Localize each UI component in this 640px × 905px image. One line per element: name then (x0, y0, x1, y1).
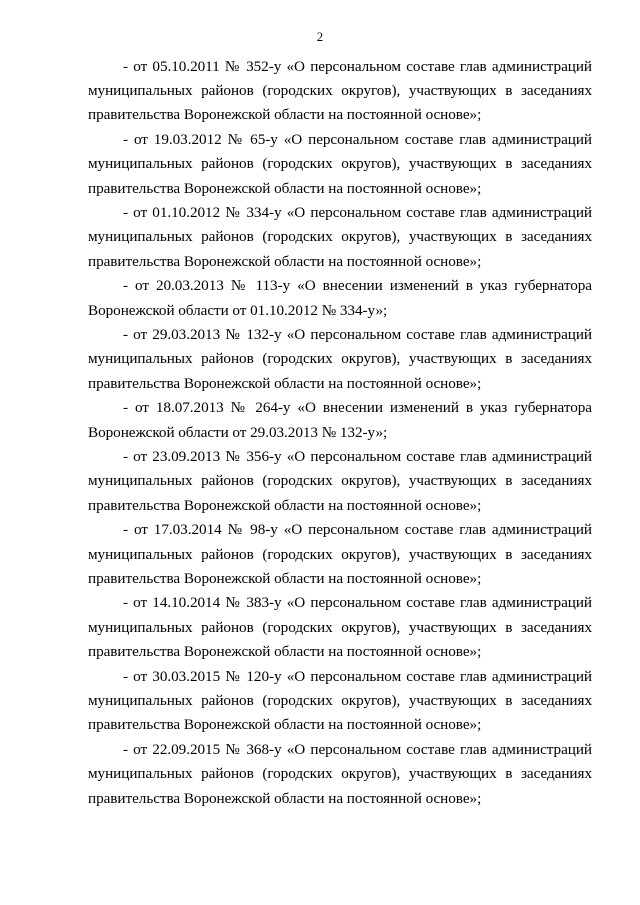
page-number: 2 (316, 30, 324, 44)
list-item: - от 22.09.2015 № 368-у «О персональном составе глав администраций муниципальных районов (городских округов), участвующих в заседаниях правительства Воронежской области на постоянной основе»; (88, 740, 592, 807)
list-item: - от 19.03.2012 № 65-у «О персональном составе глав администраций муниципальных районов (городских округов), участвующих в заседаниях правительства Воронежской области на постоянной основе»; (88, 130, 592, 197)
list-item: - от 17.03.2014 № 98-у «О персональном составе глав администраций муниципальных районов (городских округов), участвующих в заседаниях правительства Воронежской области на постоянной основе»; (88, 521, 592, 588)
list-item: - от 23.09.2013 № 356-у «О персональном составе глав администраций муниципальных районов (городских округов), участвующих в заседаниях правительства Воронежской области на постоянной основе»; (88, 448, 592, 514)
list-item: - от 20.03.2013 № 113-у «О внесении изменений в указ губернатора Воронежской области от 01.10.2012 № 334-у»; (88, 277, 592, 319)
list-item: - от 18.07.2013 № 264-у «О внесении изменений в указ губернатора Воронежской области от 29.03.2013 № 132-у»; (88, 399, 592, 441)
list-item: - от 14.10.2014 № 383-у «О персональном составе глав администраций муниципальных районов (городских округов), участвующих в заседаниях правительства Воронежской области на постоянной основе»; (88, 594, 592, 661)
list-item: - от 30.03.2015 № 120-у «О персональном составе глав администраций муниципальных районов (городских округов), участвующих в заседаниях правительства Воронежской области на постоянной основе»; (88, 667, 592, 734)
decree-list (88, 55, 592, 812)
list-item: - от 29.03.2013 № 132-у «О персональном составе глав администраций муниципальных районов (городских округов), участвующих в заседаниях правительства Воронежской области на постоянной основе»; (88, 325, 592, 392)
list-item: - от 05.10.2011 № 352-у «О персональном составе глав администраций муниципальных районов (городских округов), участвующих в заседаниях правительства Воронежской области на постоянной основе»; (88, 57, 592, 124)
list-item: - от 01.10.2012 № 334-у «О персональном составе глав администраций муниципальных районов (городских округов), участвующих в заседаниях правительства Воронежской области на постоянной основе»; (88, 203, 592, 270)
